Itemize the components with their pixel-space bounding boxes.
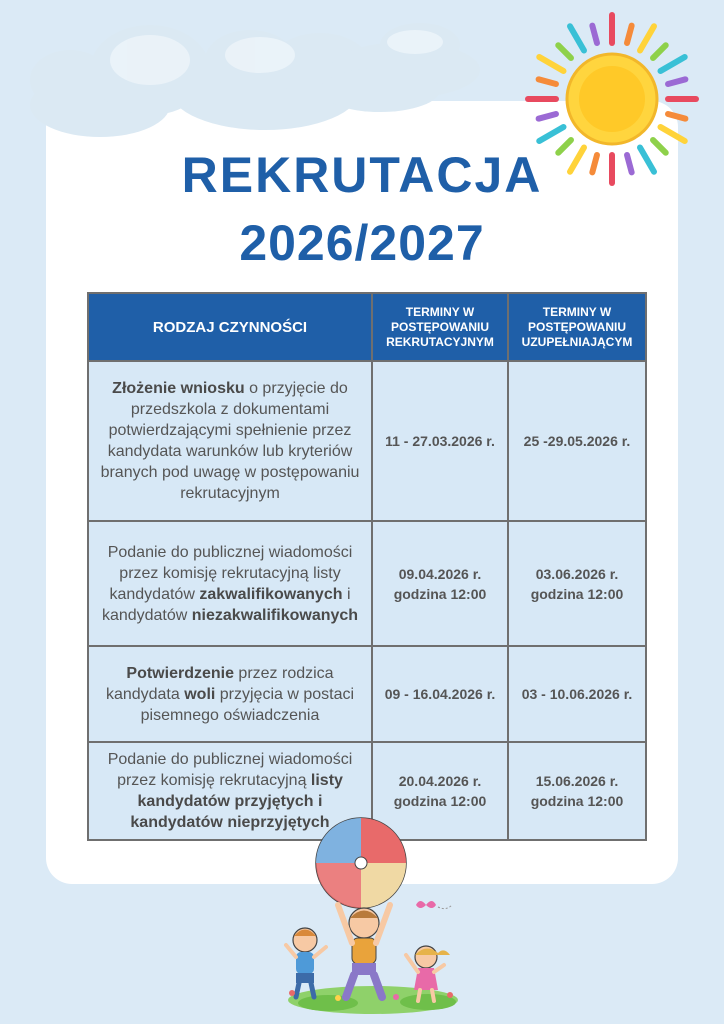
- header-activity: RODZAJ CZYNNOŚCI: [88, 293, 372, 361]
- recruitment-date-cell: [372, 361, 508, 521]
- recruitment-date-cell: [372, 646, 508, 742]
- table-row: [88, 646, 646, 742]
- activity-cell: [88, 361, 372, 521]
- header-supplementary-dates: TERMINY W POSTĘPOWANIU UZUPEŁNIAJĄCYM: [508, 293, 646, 361]
- date-text: 03 - 10.06.2026 r.: [521, 686, 633, 702]
- activity-bold-text: Potwierdzenie: [126, 664, 234, 682]
- recruitment-date-cell: [372, 521, 508, 646]
- date-text: 09 - 16.04.2026 r.: [384, 686, 496, 702]
- time-text: godzina 12:00: [530, 585, 624, 602]
- time-text: godzina 12:00: [393, 793, 487, 809]
- children-with-beach-ball-illustration: [268, 815, 468, 1015]
- date-text: 20.04.2026 r.: [398, 773, 482, 789]
- supplementary-date-cell: [508, 742, 646, 840]
- activity-text: Podanie do publicznej wiadomości przez komisję rekrutacyjną listy kandydatów: [107, 543, 353, 603]
- activity-bold-text: listy kandydatów przyjętych i kandydatów nieprzyjętych: [130, 772, 343, 831]
- title-line-1: REKRUTACJA: [181, 147, 543, 203]
- activity-bold-text: niezakwalifikowanych: [191, 606, 359, 624]
- date-text: 11 - 27.03.2026 r.: [385, 433, 495, 449]
- supplementary-date-cell: [508, 646, 646, 742]
- table-row: [88, 521, 646, 646]
- table-row: [88, 361, 646, 521]
- header-recruitment-dates: TERMINY W POSTĘPOWANIU REKRUTACYJNYM: [372, 293, 508, 361]
- activity-bold-text: woli: [184, 685, 216, 703]
- supplementary-date-cell: [508, 521, 646, 646]
- activity-text: przyjęcia w postaci pisemnego oświadczenia: [140, 685, 355, 724]
- title-line-2: 2026/2027: [239, 215, 485, 271]
- time-text: godzina 12:00: [393, 585, 487, 602]
- supplementary-date-cell: [508, 361, 646, 521]
- activity-bold-text: Złożenie wniosku: [112, 380, 245, 397]
- activity-text: i kandydatów: [101, 585, 351, 624]
- date-text: 15.06.2026 r.: [535, 773, 619, 789]
- time-text: godzina 12:00: [530, 793, 624, 809]
- cloud-illustration: [10, 10, 490, 145]
- activity-text: Podanie do publicznej wiadomości przez komisję rekrutacyjną: [107, 751, 353, 789]
- table-header-row: [88, 293, 646, 361]
- date-text: 09.04.2026 r.: [398, 565, 482, 582]
- activity-cell: [88, 521, 372, 646]
- activity-text: o przyjęcie do przedszkola z dokumentami potwierdzającymi spełnienie przez kandydata warunków lub kryteriów branych pod uwagę w postępowaniu rekrutacyjnym: [100, 380, 360, 502]
- activity-cell: [88, 646, 372, 742]
- schedule-table: [87, 292, 647, 841]
- date-text: 25 -29.05.2026 r.: [523, 433, 631, 449]
- date-text: 03.06.2026 r.: [535, 565, 619, 582]
- activity-bold-text: zakwalifikowanych: [199, 585, 343, 603]
- activity-text: przez rodzica kandydata: [105, 664, 334, 703]
